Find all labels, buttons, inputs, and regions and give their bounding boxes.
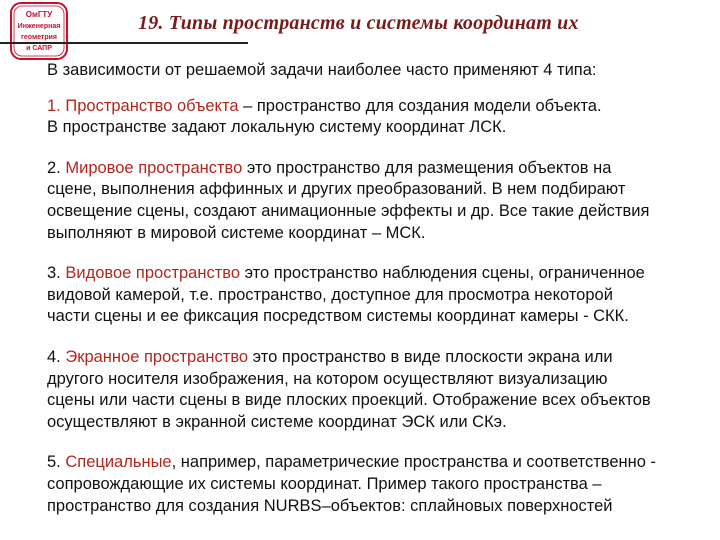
item-number: 5.	[47, 453, 66, 472]
logo-line-4: и САПР	[26, 45, 52, 52]
slide-body	[47, 60, 715, 517]
item-text: пространство для создания NURBS–объектов: сплайновых поверхностей	[47, 496, 613, 515]
university-logo	[10, 2, 68, 60]
item-text: другого носителя изображения, на котором осуществляют визуализацию	[47, 369, 608, 388]
item-term: Экранное пространство	[65, 347, 249, 366]
item-text: выполняют в мировой системе координат – МСК.	[47, 223, 426, 242]
item-text: части сцены и ее фиксация посредством системы координат камеры - СКК.	[47, 307, 629, 326]
item-text: сцены или части сцены в виде плоских проекций. Отображение всех объектов	[47, 391, 651, 410]
logo-line-1: ОмГТУ	[25, 10, 53, 19]
item-text: это пространство для размещения объектов на	[242, 158, 612, 177]
title-underline	[0, 42, 248, 44]
intro-text: В зависимости от решаемой задачи наиболее часто применяют 4 типа:	[47, 61, 597, 79]
list-item	[47, 96, 715, 139]
item-number: 1.	[47, 96, 66, 115]
item-term: Видовое пространство	[65, 264, 241, 283]
item-text: – пространство для создания модели объекта.	[238, 96, 602, 115]
item-text: это пространство наблюдения сцены, ограниченное	[240, 264, 645, 283]
item-text: , например, параметрические пространства и соответственно -	[171, 453, 656, 472]
item-text: осуществляют в экранной системе координат ЭСК или СКэ.	[47, 412, 507, 431]
logo-badge-icon	[10, 2, 68, 60]
item-number: 3.	[47, 264, 66, 283]
item-term: Пространство объекта	[65, 96, 239, 115]
item-text: видовой камерой, т.е. пространство, доступное для просмотра некоторой	[47, 285, 613, 304]
list-item	[47, 158, 715, 244]
logo-line-2: Инженерная	[17, 23, 61, 30]
item-text: освещение сцены, создают анимационные эффекты и др. Все такие действия	[47, 201, 650, 220]
item-text: сцене, выполнения аффинных и других преобразований. В нем подбирают	[47, 180, 626, 199]
item-term: Мировое пространство	[65, 158, 243, 177]
list-item	[47, 347, 715, 433]
item-term: Специальные	[65, 453, 172, 472]
item-number: 2.	[47, 158, 66, 177]
item-text: сопровождающие их системы координат. Пример такого пространства –	[47, 474, 602, 493]
list-item	[47, 263, 715, 328]
list-item	[47, 452, 715, 517]
logo-line-3: геометрия	[20, 34, 58, 41]
item-number: 4.	[47, 347, 66, 366]
item-text: это пространство в виде плоскости экрана или	[248, 347, 613, 366]
item-text: В пространстве задают локальную систему координат ЛСК.	[47, 118, 507, 137]
slide-title: 19. Типы пространств и системы координат их	[138, 12, 579, 34]
